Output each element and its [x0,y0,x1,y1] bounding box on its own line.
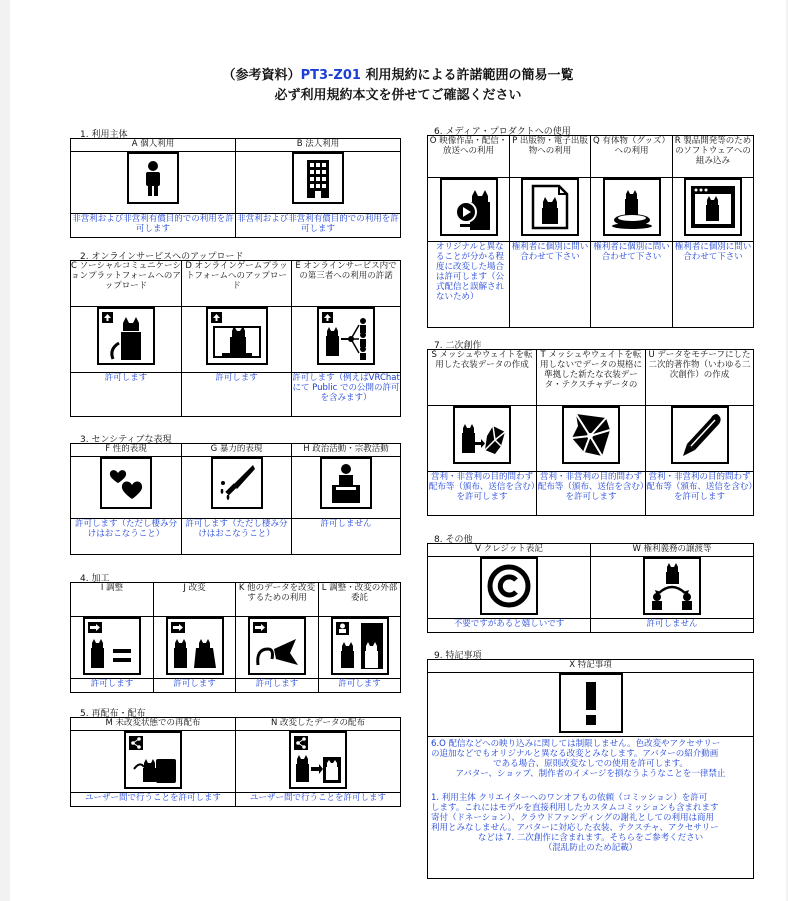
cell-note-N: ユーザー間で行うことを許可します [236,793,401,807]
upload-screen-icon [206,307,268,365]
cell-label-F: F 性的表現 [71,444,182,457]
cell-note-E: 許可します（例えばVRChat にて Public での公開の許可を含みます） [292,373,401,417]
share-users-icon [317,307,375,365]
cell-note-L: 許可します [319,679,401,693]
upload-avatar-icon [97,307,155,365]
cell-note-C: 許可します [71,373,182,417]
cell-note-F: 許可します（ただし棲み分けはおこなうこと） [71,519,182,555]
cell-label-N: N 改変したデータの配布 [236,718,401,731]
cell-note-H: 許可しません [292,519,401,555]
redistribute-icon [124,731,182,789]
cell-note-K: 許可します [236,679,319,693]
cell-note-B: 非営利および非営利有償目的での利用を許可します [236,214,401,238]
note-line: 1. 利用主体 クリエイターへのワンオフもの依頼（コミッション）を許可 [431,793,708,803]
cell-label-R: R 製品開発等のためのソフトウェアへの組み込み [673,136,754,178]
title-prefix: （参考資料） [222,68,301,83]
special-note-2 [428,791,753,855]
cell-note-I: 許可します [71,679,154,693]
mesh-outfit-icon [453,406,511,464]
cell-label-K: K 他のデータを改変するための利用 [236,583,319,617]
section-5-table [70,717,401,807]
goods-icon [603,178,661,236]
document-title [10,64,786,83]
reuse-data-icon [248,617,306,675]
cell-note-S: 営利・非営利の目的問わず配布等（頒布、送信を含む）を許可します [428,472,537,516]
special-note-1 [428,737,753,781]
section-9-table [427,659,754,879]
cell-note-O: オリジナルと異なることが分かる程度に改変した場合は許可します（公式配信と誤解されないため） [428,242,510,328]
cell-label-E: E オンラインサービス内での第三者への利用の許諾 [292,261,401,307]
title-suffix: 利用規約による許諾範囲の簡易一覧 [360,68,574,83]
cell-label-A: A 個人利用 [71,139,236,152]
note-line: の追加などでもオリジナルと異なる改変とみなします。アバターの紹介動画 [431,749,719,759]
section-heading-processing: 4. 加工 [80,574,110,584]
cell-note-J: 許可します [154,679,236,693]
hearts-icon [100,457,152,509]
section-heading-media-products: 6. メディア・プロダクトへの使用 [434,127,571,137]
cell-label-S: S メッシュやウェイトを転用した衣装データの作成 [428,350,537,406]
section-heading-usage-subject: 1. 利用主体 [80,130,128,140]
note-line: である場合、原則改変なしでの使用を許可します。 [493,759,688,769]
section-4-table [70,582,401,693]
cell-label-V: V クレジット表記 [428,544,591,557]
section-heading-special-notes: 9. 特記事項 [434,651,482,661]
cell-label-J: J 改変 [154,583,236,617]
cell-note-M: ユーザー間で行うことを許可します [71,793,236,807]
outsource-icon [331,617,389,675]
title-code: PT3-Z01 [300,68,361,83]
cell-note-D: 許可します [182,373,292,417]
building-icon [292,152,344,204]
section-7-table [427,349,754,516]
section-6-table [427,135,754,328]
software-icon [684,178,742,236]
section-heading-sensitive: 3. センシティブな表現 [80,435,172,445]
section-heading-other: 8. その他 [434,535,473,545]
publication-icon [521,178,579,236]
copyright-icon [480,557,538,615]
cell-note-W: 許可しません [591,619,754,633]
note-line: 利用とみなしません。アバターに対応した衣装、テクスチャ、アクセサリー [431,823,719,833]
cell-note-T: 営利・非営利の目的問わず配布等（頒布、送信を含む）を許可します [537,472,646,516]
cell-label-B: B 法人利用 [236,139,401,152]
cell-note-U: 営利・非営利の目的問わず配布等（頒布、送信を含む）を許可します [646,472,754,516]
cell-label-O: O 映像作品・配信・放送への利用 [428,136,510,178]
cell-label-D: D オンラインゲームプラットフォームへのアップロード [182,261,292,307]
note-line: などは 7. 二次創作に含まれます。そちらをご参考ください [477,833,704,843]
cell-label-X: X 特記事項 [428,660,754,673]
document-subtitle: 必ず利用規約本文を併せてご確認ください [274,88,522,103]
cell-label-I: I 調整 [71,583,154,617]
cell-label-T: T メッシュやウェイトを転用しないでデータの規格に準拠した新たな衣装データ・テクスチャデータの [537,350,646,406]
note-line: 寄付（ドネーション）、クラウドファンディングの謝礼としての利用は商用 [431,813,715,823]
section-heading-redistribution: 5. 再配布・配布 [80,709,146,719]
section-1-table [70,138,401,238]
section-3-table [70,443,401,555]
cell-label-W: W 権利義務の譲渡等 [591,544,754,557]
cell-label-H: H 政治活動・宗教活動 [292,444,401,457]
video-icon [440,178,498,236]
note-line: アバター、ショップ、制作者のイメージを損なうようなことを一律禁止 [455,769,726,779]
cell-note-R: 権利者に個別に問い合わせて下さい [673,242,754,328]
exclamation-icon [559,673,623,733]
cell-note-V: 不要ですがあると嬉しいです [428,619,591,633]
cell-note-G: 許可します（ただし棲み分けはおこなうこと） [182,519,292,555]
section-heading-derivative: 7. 二次創作 [434,341,482,351]
section-2-table [70,260,401,417]
cell-label-C: C ソーシャルコミュニケーションプラットフォームへのアップロード [71,261,182,307]
cell-label-M: M 未改変状態での再配布 [71,718,236,731]
podium-icon [320,457,372,509]
cell-note-P: 権利者に個別に問い合わせて下さい [510,242,591,328]
document-page [10,0,786,901]
note-line: 6.O 配信などへの映り込みに関しては制限しません。色改変やアクセサリー [431,739,721,749]
pen-icon [671,406,729,464]
person-icon [127,152,179,204]
cell-label-Q: Q 有体物（グッズ）への利用 [591,136,673,178]
modify-icon [166,617,224,675]
note-line: （混乱防止のため記載） [543,843,638,853]
transfer-icon [643,557,701,615]
cell-note-A: 非営利および非営利有償目的での利用を許可します [71,214,236,238]
cell-label-U: U データをモチーフにした二次的著作物（いわゆる二次創作）の作成 [646,350,754,406]
section-8-table [427,543,754,633]
cell-label-P: P 出版物・電子出版物への利用 [510,136,591,178]
knife-icon [211,457,263,509]
section-heading-online-upload: 2. オンラインサービスへのアップロード [80,252,244,262]
adjust-icon [83,617,141,675]
cell-note-Q: 権利者に個別に問い合わせて下さい [591,242,673,328]
distribute-modified-icon [289,731,347,789]
note-line: します。これにはモデルを直接利用したカスタムコミッションも含まれます [431,803,719,813]
cell-label-G: G 暴力的表現 [182,444,292,457]
new-outfit-icon [562,406,620,464]
cell-label-L: L 調整・改変の外部委託 [319,583,401,617]
